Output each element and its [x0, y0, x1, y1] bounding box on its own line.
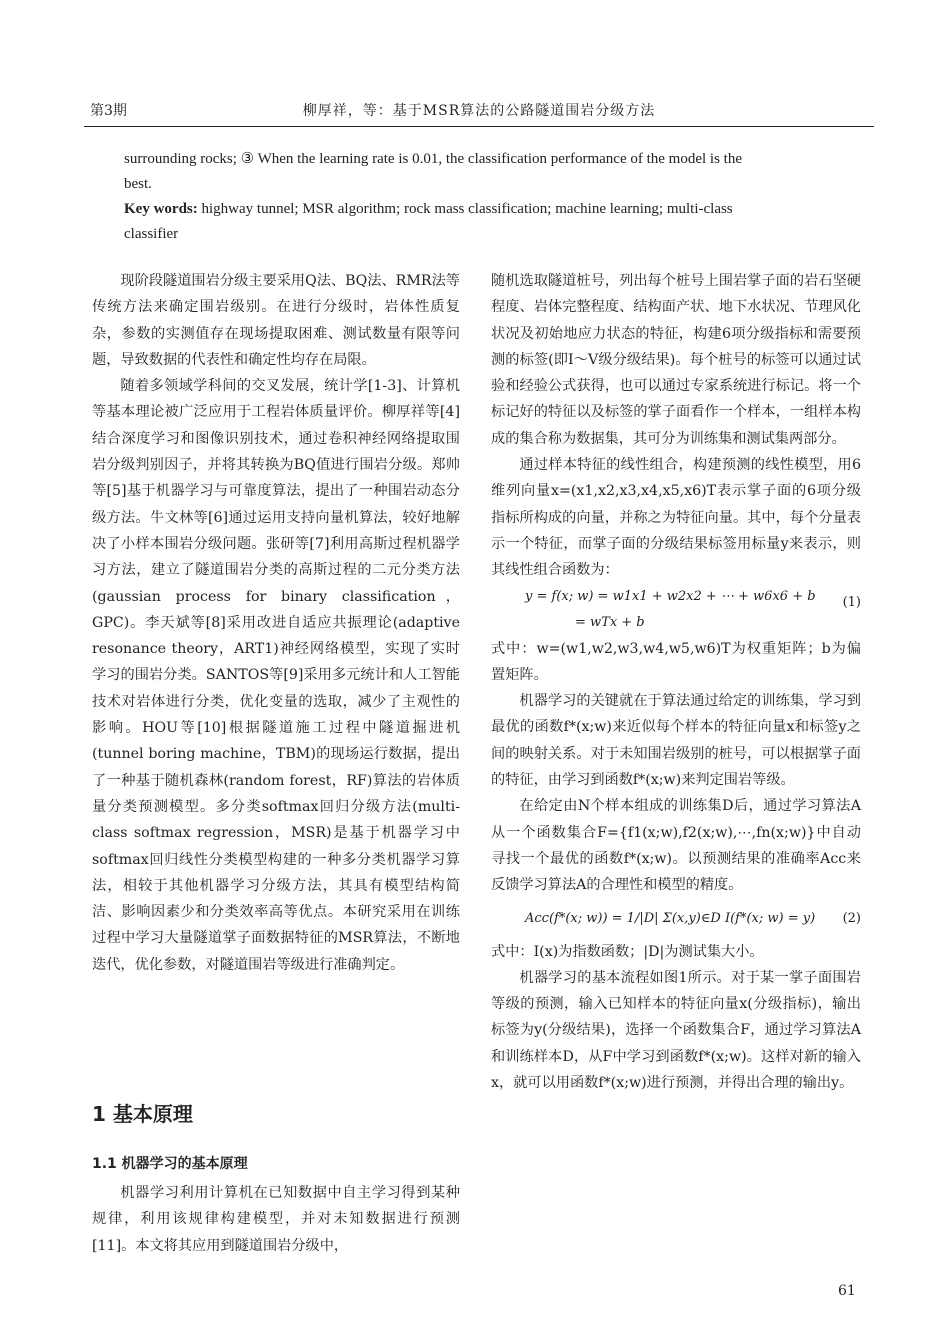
page-number: 61: [838, 1283, 856, 1299]
section-title: 1 基本原理: [92, 1102, 193, 1126]
paragraph: 式中：I(x)为指数函数；|D|为测试集大小。: [491, 943, 764, 960]
issue-number: 第3期: [90, 103, 127, 119]
paragraph: 机器学习利用计算机在已知数据中自主学习得到某种规律，利用该规律构建模型，并对未知数据进行预测[11]。本文将其应用到隧道围岩分级中，: [92, 1185, 460, 1254]
header-rule: [84, 126, 874, 127]
running-header: [84, 96, 874, 120]
paragraph: 式中：w=(w1,w2,w3,w4,w5,w6)T为权重矩阵；b为偏置矩阵。: [491, 640, 861, 683]
subsection-title: 1.1 机器学习的基本原理: [92, 1156, 248, 1172]
eq1-line2: = wTx + b: [575, 614, 645, 630]
left-column-bottom: [92, 1180, 460, 1259]
eq2-number: (2): [842, 910, 861, 926]
equation-1-line-2: [491, 610, 861, 636]
paragraph: 机器学习的关键就在于算法通过给定的训练集，学习到最优的函数f*(x;w)来近似每个样本的特征向量x和标签y之间的映射关系。对于未知围岩级别的桩号，可以根据掌子面的特征，由学习到函数f*(x;w)来判定围岩等级。: [491, 693, 861, 789]
eq2-body: Acc(f*(x; w)) = 1/|D| Σ(x,y)∈D I(f*(x; w) = y): [525, 910, 816, 926]
paragraph: 随着多领域学科间的交叉发展，统计学[1-3]、计算机等基本理论被广泛应用于工程岩体质量评价。柳厚祥等[4]结合深度学习和图像识别技术，通过卷积神经网络提取围岩分级判别因子，并将其转换为BQ值进行围岩分级。郑帅等[5]基于机器学习与可靠度算法，提出了一种围岩动态分级方法。牛文林等[6]通过运用支持向量机算法，较好地解决了小样本围岩分级问题。张研等[7]利用高斯过程机器学习方法，建立了隧道围岩分类的高斯过程的二元分类方法(gaussian process for binary classification，GPC)。李天斌等[8]采用改进自适应共振理论(adaptive resonance theory，ART1)神经网络模型，实现了实时学习的围岩分类。SANTOS等[9]采用多元统计和人工智能技术对岩体进行分类，优化变量的选取，减少了主观性的影响。HOU等[10]根据隧道施工过程中隧道掘进机(tunnel boring machine，TBM)的现场运行数据，提出了一种基于随机森林(random forest，RF)算法的岩体质量分类预测模型。多分类softmax回归分级方法(multi-class softmax regression，MSR)是基于机器学习中softmax回归线性分类模型构建的一种多分类机器学习算法，相较于其他机器学习分级方法，其具有模型结构简洁、影响因素少和分类效率高等优点。本研究采用在训练过程中学习大量隧道掌子面数据特征的MSR算法，不断地迭代，优化参数，对隧道围岩等级进行准确判定。: [92, 378, 460, 973]
abstract-line-2: best.: [124, 176, 152, 192]
right-column: [491, 268, 861, 1096]
keywords-line-2: classifier: [124, 226, 179, 242]
equation-1: [491, 584, 861, 610]
keywords-label: Key words:: [124, 201, 198, 217]
paragraph: 现阶段隧道围岩分级主要采用Q法、BQ法、RMR法等传统方法来确定围岩级别。在进行分级时，岩体性质复杂，参数的实测值存在现场提取困难、测试数量有限等问题，导致数据的代表性和确定性均存在局限。: [92, 273, 460, 368]
equation-2: [491, 899, 861, 939]
running-title: 柳厚祥，等：基于MSR算法的公路隧道围岩分级方法: [302, 103, 656, 119]
paragraph: 在给定由N个样本组成的训练集D后，通过学习算法A从一个函数集合F={f1(x;w),f2(x;w),⋯,fn(x;w)}中自动寻找一个最优的函数f*(x;w)。以预测结果的准确率Acc来反馈学习算法A的合理性和模型的精度。: [491, 798, 861, 894]
abstract-line-1: surrounding rocks; ③ When the learning rate is 0.01, the classification performance of the model is the: [124, 151, 742, 167]
eq1-number: (1): [842, 594, 861, 610]
left-column: [92, 268, 460, 978]
keywords-text: highway tunnel; MSR algorithm; rock mass classification; machine learning; multi-class: [197, 201, 733, 217]
paragraph: 随机选取隧道桩号，列出每个桩号上围岩掌子面的岩石坚硬程度、岩体完整程度、结构面产状、地下水状况、节理风化状况及初始地应力状态的特征，构建6项分级指标和需要预测的标签(即Ⅰ～Ⅴ级分级结果)。每个桩号的标签可以通过试验和经验公式获得，也可以通过专家系统进行标记。将一个标记好的特征以及标签的掌子面看作一个样本，一组样本构成的集合称为数据集，其可分为训练集和测试集两部分。: [491, 273, 861, 447]
eq1-line1: y = f(x; w) = w1x1 + w2x2 + ⋯ + w6x6 + b: [525, 588, 816, 604]
keywords-line: [124, 197, 834, 222]
paragraph: 机器学习的基本流程如图1所示。对于某一掌子面围岩等级的预测，输入已知样本的特征向量x(分级指标)，输出标签为y(分级结果)，选择一个函数集合F，通过学习算法A和训练样本D，从F中学习到函数f*(x;w)。这样对新的输入x，就可以用函数f*(x;w)进行预测，并得出合理的输出y。: [491, 969, 861, 1092]
paragraph: 通过样本特征的线性组合，构建预测的线性模型，用6维列向量x=(x1,x2,x3,x4,x5,x6)T表示掌子面的6项分级指标所构成的向量，并称之为特征向量。其中，每个分量表示一个特征，而掌子面的分级结果标签用标量y来表示，则其线性组合函数为：: [491, 457, 861, 579]
